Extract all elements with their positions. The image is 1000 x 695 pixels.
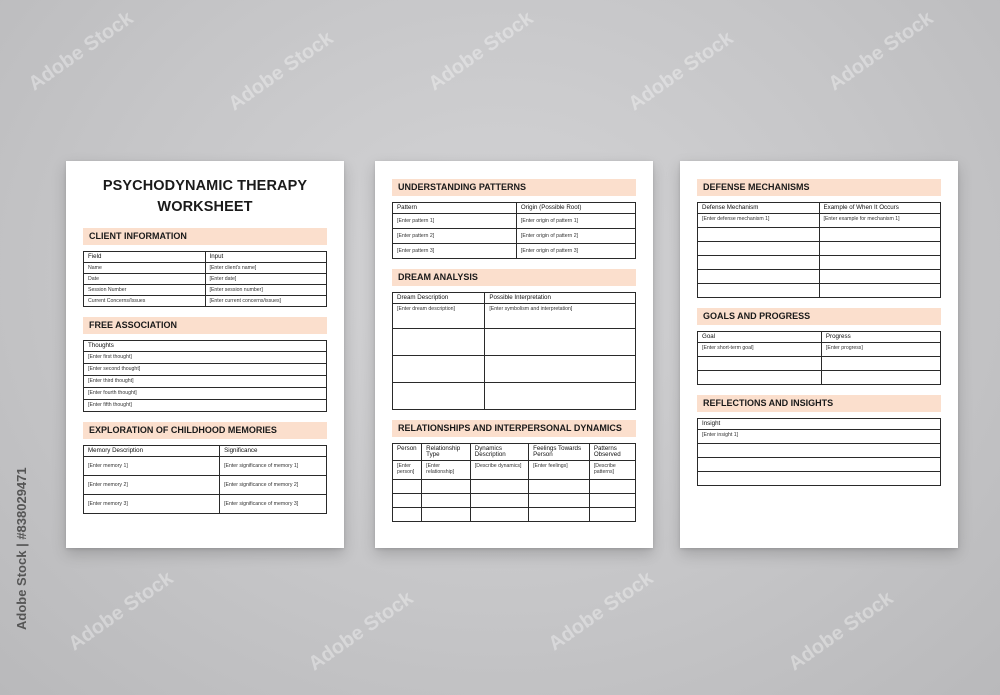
table-row xyxy=(393,329,636,356)
table-row xyxy=(698,284,941,298)
reflections-insights-heading: REFLECTIONS AND INSIGHTS xyxy=(697,395,941,412)
empty-cell[interactable] xyxy=(529,508,590,522)
table-row xyxy=(393,244,636,259)
table-row xyxy=(393,214,636,229)
watermark-tile: Adobe Stock xyxy=(64,567,178,656)
input-cell[interactable]: [Enter progress] xyxy=(821,343,940,357)
input-cell[interactable]: [Enter fourth thought] xyxy=(84,388,327,400)
patterns-table xyxy=(392,202,636,259)
input-cell[interactable]: [Enter pattern 2] xyxy=(393,229,517,244)
empty-cell[interactable] xyxy=(470,480,528,494)
table-header-row xyxy=(393,203,636,214)
empty-cell[interactable] xyxy=(393,480,422,494)
defense-mechanisms-table xyxy=(697,202,941,298)
input-cell[interactable]: [Enter current concerns/issues] xyxy=(205,296,327,307)
column-header: Field xyxy=(84,252,206,263)
input-cell[interactable]: [Enter first thought] xyxy=(84,352,327,364)
column-header: Person xyxy=(393,444,422,461)
column-header: Defense Mechanism xyxy=(698,203,820,214)
column-header: Insight xyxy=(698,419,941,430)
column-header: Memory Description xyxy=(84,446,220,457)
goals-progress-table xyxy=(697,331,941,385)
table-row xyxy=(698,270,941,284)
input-cell[interactable]: [Enter date] xyxy=(205,274,327,285)
empty-cell[interactable] xyxy=(821,371,940,385)
watermark-tile: Adobe Stock xyxy=(304,587,418,676)
watermark-tile: Adobe Stock xyxy=(424,7,538,96)
input-cell[interactable]: [Enter significance of memory 1] xyxy=(220,457,327,476)
table-row xyxy=(393,383,636,410)
column-header: Goal xyxy=(698,332,822,343)
table-row xyxy=(393,508,636,522)
column-header: Example of When It Occurs xyxy=(819,203,941,214)
input-cell[interactable]: [Enter feelings] xyxy=(529,461,590,480)
table-header-row xyxy=(393,293,636,304)
table-row xyxy=(698,242,941,256)
reflections-insights-table xyxy=(697,418,941,486)
childhood-memories-heading: EXPLORATION OF CHILDHOOD MEMORIES xyxy=(83,422,327,439)
table-row xyxy=(393,494,636,508)
empty-cell[interactable] xyxy=(422,494,471,508)
input-cell[interactable]: [Enter memory 3] xyxy=(84,495,220,514)
stock-id-text: Adobe Stock | #838029471 xyxy=(14,467,29,630)
free-association-table xyxy=(83,340,327,412)
empty-cell[interactable] xyxy=(698,357,822,371)
input-cell[interactable]: [Enter short-term goal] xyxy=(698,343,822,357)
table-row xyxy=(393,229,636,244)
column-header: Input xyxy=(205,252,327,263)
title-line-2: WORKSHEET xyxy=(157,199,253,215)
table-cell: Date xyxy=(84,274,206,285)
table-row xyxy=(393,304,636,329)
relationships-heading: RELATIONSHIPS AND INTERPERSONAL DYNAMICS xyxy=(392,420,636,437)
table-row xyxy=(698,228,941,242)
page-title xyxy=(83,176,327,218)
empty-cell[interactable] xyxy=(393,356,485,383)
table-row xyxy=(84,285,327,296)
watermark-tile: Adobe Stock xyxy=(824,7,938,96)
empty-cell[interactable] xyxy=(470,508,528,522)
column-header: Thoughts xyxy=(84,341,327,352)
empty-cell[interactable] xyxy=(698,371,822,385)
input-cell[interactable]: [Enter pattern 1] xyxy=(393,214,517,229)
watermark-tile: Adobe Stock xyxy=(784,587,898,676)
column-header: Origin (Possible Root) xyxy=(516,203,635,214)
defense-mechanisms-heading: DEFENSE MECHANISMS xyxy=(697,179,941,196)
empty-cell[interactable] xyxy=(698,270,820,284)
table-header-row xyxy=(698,203,941,214)
empty-cell[interactable] xyxy=(470,494,528,508)
client-information-heading: CLIENT INFORMATION xyxy=(83,228,327,245)
input-cell[interactable]: [Enter pattern 3] xyxy=(393,244,517,259)
input-cell[interactable]: [Enter dream description] xyxy=(393,304,485,329)
empty-cell[interactable] xyxy=(589,508,635,522)
table-row xyxy=(393,480,636,494)
watermark-tile: Adobe Stock xyxy=(544,567,658,656)
empty-cell[interactable] xyxy=(393,329,485,356)
empty-cell[interactable] xyxy=(485,329,636,356)
table-row xyxy=(84,296,327,307)
empty-cell[interactable] xyxy=(698,242,820,256)
table-row xyxy=(84,457,327,476)
input-cell[interactable]: [Describe dynamics] xyxy=(470,461,528,480)
input-cell[interactable]: [Enter client's name] xyxy=(205,263,327,274)
stock-id-watermark xyxy=(14,460,28,630)
empty-cell[interactable] xyxy=(698,284,820,298)
input-cell[interactable]: [Describe patterns] xyxy=(589,461,635,480)
input-cell[interactable]: [Enter session number] xyxy=(205,285,327,296)
empty-cell[interactable] xyxy=(819,256,941,270)
table-row xyxy=(698,256,941,270)
column-header: Feelings Towards Person xyxy=(529,444,590,461)
table-row xyxy=(698,214,941,228)
table-row xyxy=(84,274,327,285)
input-cell[interactable]: [Enter relationship] xyxy=(422,461,471,480)
empty-cell[interactable] xyxy=(698,228,820,242)
empty-cell[interactable] xyxy=(589,480,635,494)
empty-cell[interactable] xyxy=(819,242,941,256)
table-row xyxy=(393,356,636,383)
column-header: Progress xyxy=(821,332,940,343)
table-header-row xyxy=(84,252,327,263)
empty-cell[interactable] xyxy=(589,494,635,508)
input-cell[interactable]: [Enter significance of memory 3] xyxy=(220,495,327,514)
input-cell[interactable]: [Enter origin of pattern 2] xyxy=(516,229,635,244)
client-information-table xyxy=(83,251,327,307)
empty-cell[interactable] xyxy=(821,357,940,371)
column-header: Patterns Observed xyxy=(589,444,635,461)
worksheet-page-2 xyxy=(375,161,653,548)
input-cell[interactable]: [Enter example for mechanism 1] xyxy=(819,214,941,228)
input-cell[interactable]: [Enter significance of memory 2] xyxy=(220,476,327,495)
column-header: Possible Interpretation xyxy=(485,293,636,304)
input-cell[interactable]: [Enter symbolism and interpretation] xyxy=(485,304,636,329)
free-association-heading: FREE ASSOCIATION xyxy=(83,317,327,334)
table-row xyxy=(84,263,327,274)
empty-cell[interactable] xyxy=(393,383,485,410)
input-cell[interactable]: [Enter memory 1] xyxy=(84,457,220,476)
table-header-row xyxy=(698,332,941,343)
column-header: Pattern xyxy=(393,203,517,214)
empty-cell[interactable] xyxy=(819,284,941,298)
empty-cell[interactable] xyxy=(698,458,941,472)
table-row xyxy=(698,371,941,385)
input-cell[interactable]: [Enter defense mechanism 1] xyxy=(698,214,820,228)
column-header: Dream Description xyxy=(393,293,485,304)
table-row xyxy=(698,343,941,357)
table-cell: Current Concerns/Issues xyxy=(84,296,206,307)
table-header-row xyxy=(84,446,327,457)
empty-cell[interactable] xyxy=(485,383,636,410)
table-cell: Name xyxy=(84,263,206,274)
input-cell[interactable]: [Enter second thought] xyxy=(84,364,327,376)
table-header-row xyxy=(393,444,636,461)
empty-cell[interactable] xyxy=(819,228,941,242)
input-cell[interactable]: [Enter fifth thought] xyxy=(84,400,327,412)
table-row xyxy=(84,476,327,495)
input-cell[interactable]: [Enter origin of pattern 3] xyxy=(516,244,635,259)
empty-cell[interactable] xyxy=(698,256,820,270)
table-row xyxy=(84,495,327,514)
title-line-1: PSYCHODYNAMIC THERAPY xyxy=(102,178,308,194)
table-cell: Session Number xyxy=(84,285,206,296)
input-cell[interactable]: [Enter insight 1] xyxy=(698,430,941,444)
watermark-tile: Adobe Stock xyxy=(624,27,738,116)
understanding-patterns-heading: UNDERSTANDING PATTERNS xyxy=(392,179,636,196)
empty-cell[interactable] xyxy=(529,480,590,494)
worksheet-page-3 xyxy=(680,161,958,548)
dream-analysis-table xyxy=(392,292,636,410)
empty-cell[interactable] xyxy=(393,508,422,522)
table-header-row xyxy=(698,419,941,430)
goals-progress-heading: GOALS AND PROGRESS xyxy=(697,308,941,325)
worksheet-page-1 xyxy=(66,161,344,548)
column-header: Significance xyxy=(220,446,327,457)
table-row xyxy=(698,357,941,371)
empty-cell[interactable] xyxy=(422,508,471,522)
input-cell[interactable]: [Enter third thought] xyxy=(84,376,327,388)
table-header-row xyxy=(84,341,327,352)
watermark-tile: Adobe Stock xyxy=(24,7,138,96)
empty-cell[interactable] xyxy=(393,494,422,508)
input-cell[interactable]: [Enter person] xyxy=(393,461,422,480)
empty-cell[interactable] xyxy=(698,444,941,458)
empty-cell[interactable] xyxy=(529,494,590,508)
column-header: Dynamics Description xyxy=(470,444,528,461)
empty-cell[interactable] xyxy=(819,270,941,284)
table-row xyxy=(393,461,636,480)
watermark-tile: Adobe Stock xyxy=(224,27,338,116)
empty-cell[interactable] xyxy=(422,480,471,494)
relationships-table xyxy=(392,443,636,522)
column-header: Relationship Type xyxy=(422,444,471,461)
input-cell[interactable]: [Enter origin of pattern 1] xyxy=(516,214,635,229)
input-cell[interactable]: [Enter memory 2] xyxy=(84,476,220,495)
childhood-memories-table xyxy=(83,445,327,514)
dream-analysis-heading: DREAM ANALYSIS xyxy=(392,269,636,286)
empty-cell[interactable] xyxy=(698,472,941,486)
empty-cell[interactable] xyxy=(485,356,636,383)
